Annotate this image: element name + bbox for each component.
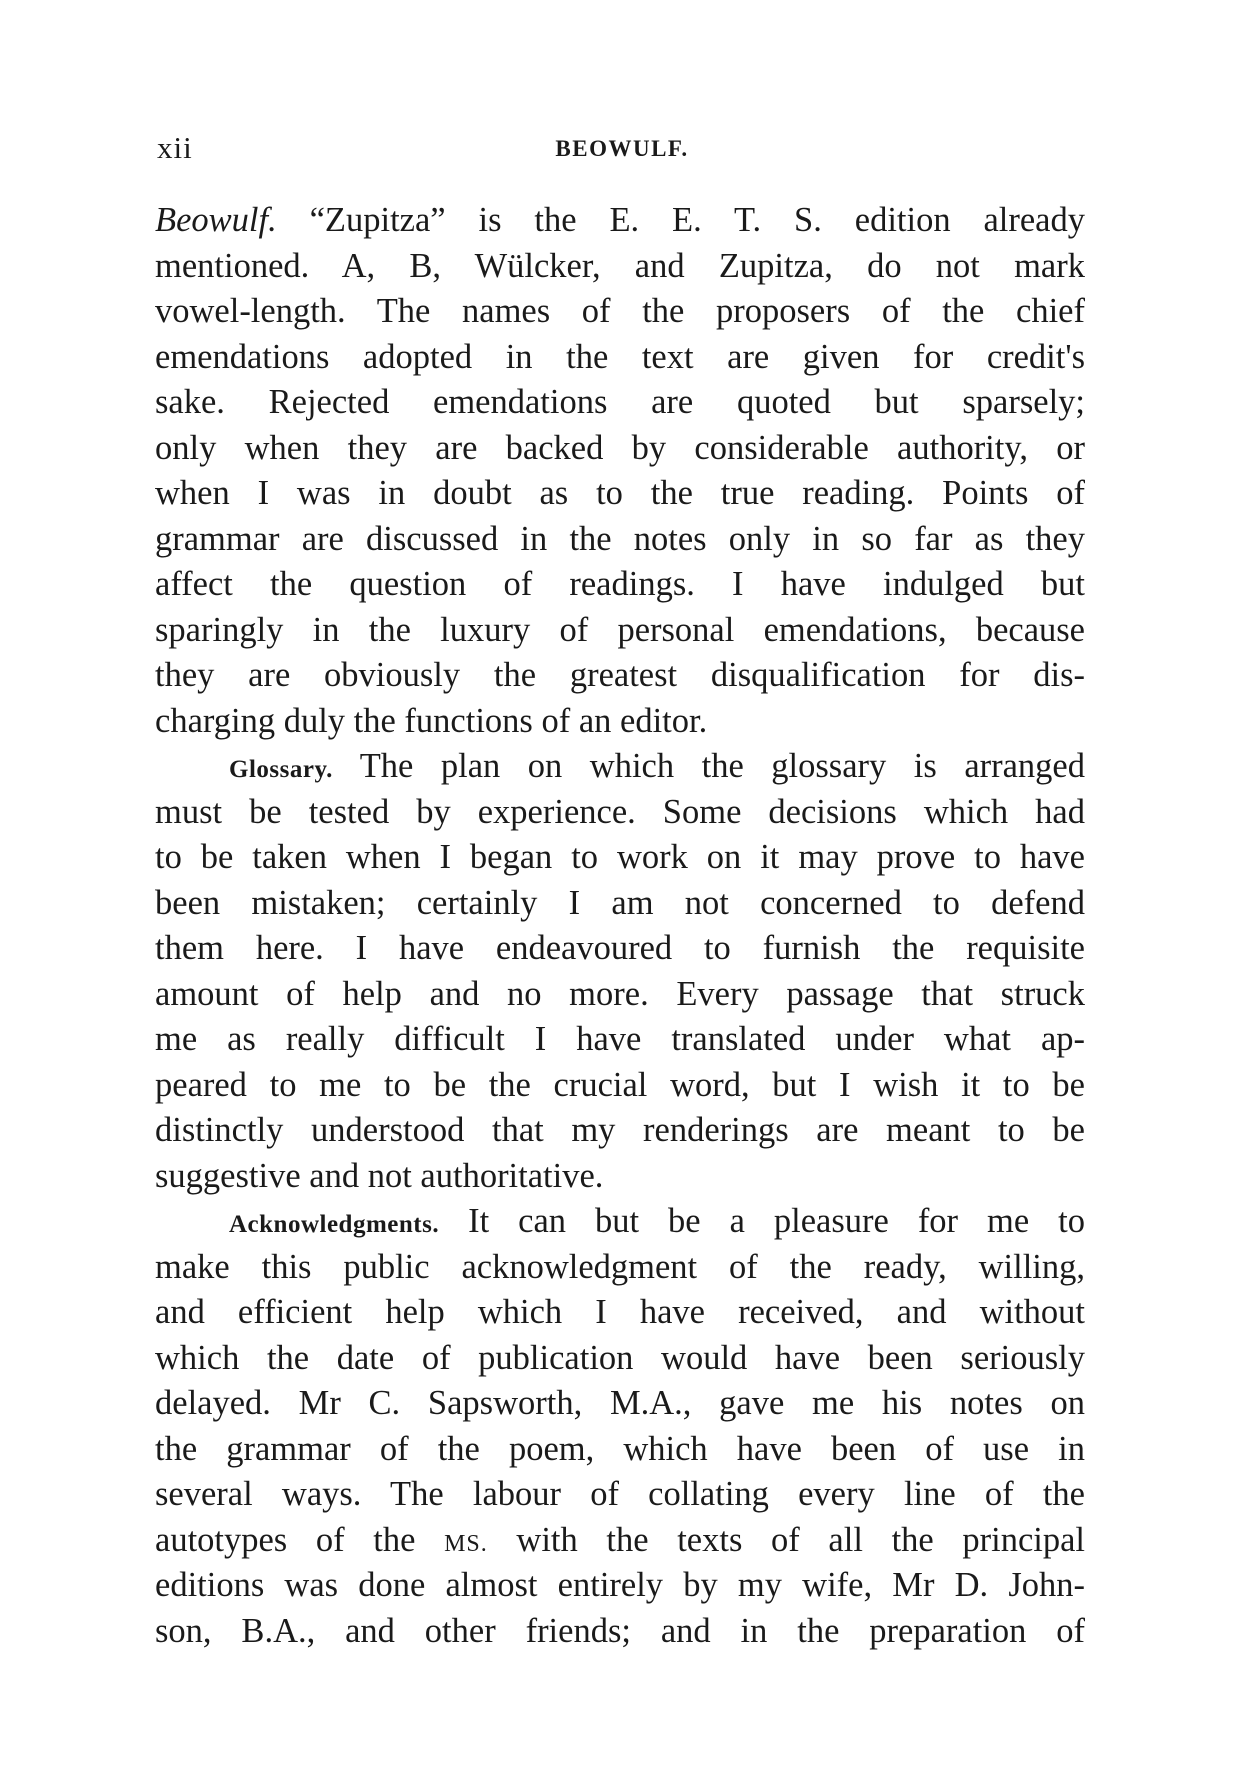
text-run: when I was in doubt as to the true reading. Points of xyxy=(155,474,1085,512)
text-line xyxy=(155,289,1085,335)
text-run: they are obviously the greatest disqualification for dis- xyxy=(155,656,1085,694)
text-run: make this public acknowledgment of the ready, willing, xyxy=(155,1247,1085,1286)
text-line xyxy=(155,1154,1085,1200)
text-run: me as really difficult I have translated under what ap- xyxy=(155,1020,1085,1058)
text-line xyxy=(155,471,1085,517)
text-run: peared to me to be the crucial word, but I wish it to be xyxy=(155,1065,1085,1104)
text-run: emendations adopted in the text are given for credit's xyxy=(155,337,1085,376)
text-run: distinctly understood that my renderings are meant to be xyxy=(155,1111,1085,1149)
text-run: MS. xyxy=(444,1530,488,1557)
text-line xyxy=(155,198,1085,244)
text-run: them here. I have endeavoured to furnish the requisite xyxy=(155,929,1085,967)
section-heading: Glossary. xyxy=(229,756,333,783)
text-run: The plan on which the glossary is arranged xyxy=(332,747,1085,785)
text-line xyxy=(155,1290,1085,1336)
text-run: affect the question of readings. I have indulged but xyxy=(155,565,1085,603)
text-line xyxy=(155,1108,1085,1154)
page-number: xii xyxy=(157,130,193,165)
text-run: amount of help and no more. Every passage that struck xyxy=(155,974,1085,1013)
running-title: BEOWULF. xyxy=(555,136,689,161)
text-line xyxy=(155,517,1085,563)
text-line xyxy=(155,335,1085,381)
text-run: and efficient help which I have received, and without xyxy=(155,1293,1085,1331)
text-line xyxy=(155,926,1085,972)
running-head xyxy=(157,130,1087,170)
text-run: mentioned. A, B, Wülcker, and Zupitza, do not mark xyxy=(155,246,1085,285)
text-line xyxy=(155,426,1085,472)
text-line xyxy=(155,790,1085,836)
text-run: son, B.A., and other friends; and in the preparation of xyxy=(155,1611,1085,1650)
text-line xyxy=(155,1609,1085,1655)
text-line xyxy=(155,835,1085,881)
text-run: delayed. Mr C. Sapsworth, M.A., gave me his notes on xyxy=(155,1384,1085,1422)
body-text xyxy=(155,198,1085,1654)
text-run: the grammar of the poem, which have been of use in xyxy=(155,1429,1085,1468)
text-line xyxy=(155,1199,1085,1245)
paragraph xyxy=(155,1199,1085,1654)
text-run: “Zupitza” is the E. E. T. S. edition already xyxy=(276,201,1085,239)
text-line xyxy=(155,653,1085,699)
text-run: several ways. The labour of collating every line of the xyxy=(155,1475,1085,1513)
text-run: sparingly in the luxury of personal emendations, because xyxy=(155,610,1085,649)
text-line xyxy=(155,881,1085,927)
text-line xyxy=(155,1245,1085,1291)
paragraph xyxy=(155,744,1085,1199)
text-run: editions was done almost entirely by my wife, Mr D. John- xyxy=(155,1566,1085,1604)
text-line xyxy=(155,1381,1085,1427)
text-run: been mistaken; certainly I am not concerned to defend xyxy=(155,883,1085,922)
text-line xyxy=(155,1427,1085,1473)
text-line xyxy=(155,1563,1085,1609)
text-line xyxy=(155,562,1085,608)
text-run: with the texts of all the principal xyxy=(487,1520,1085,1559)
text-run: Beowulf. xyxy=(155,201,277,239)
text-line xyxy=(155,244,1085,290)
text-line xyxy=(155,380,1085,426)
text-line xyxy=(155,972,1085,1018)
text-run: grammar are discussed in the notes only in so far as they xyxy=(155,519,1085,558)
text-run: sake. Rejected emendations are quoted but sparsely; xyxy=(155,383,1085,421)
text-run: which the date of publication would have been seriously xyxy=(155,1338,1085,1377)
text-line xyxy=(155,1472,1085,1518)
text-run: must be tested by experience. Some decisions which had xyxy=(155,792,1085,831)
text-line xyxy=(155,744,1085,790)
section-heading: Acknowledgments. xyxy=(229,1211,440,1238)
text-run: autotypes of the xyxy=(155,1520,445,1559)
text-line xyxy=(155,699,1085,745)
text-run: vowel-length. The names of the proposers of the chief xyxy=(155,292,1085,330)
text-run: suggestive and not authoritative. xyxy=(155,1156,604,1195)
text-run: to be taken when I began to work on it may prove to have xyxy=(155,838,1085,876)
text-run: It can but be a pleasure for me to xyxy=(439,1202,1085,1240)
text-line xyxy=(155,1336,1085,1382)
text-run: only when they are backed by considerable authority, or xyxy=(155,428,1085,467)
paragraph xyxy=(155,198,1085,744)
text-run: charging duly the functions of an editor. xyxy=(155,701,708,740)
text-line xyxy=(155,1063,1085,1109)
text-line xyxy=(155,1017,1085,1063)
text-line xyxy=(155,1518,1085,1564)
text-line xyxy=(155,608,1085,654)
